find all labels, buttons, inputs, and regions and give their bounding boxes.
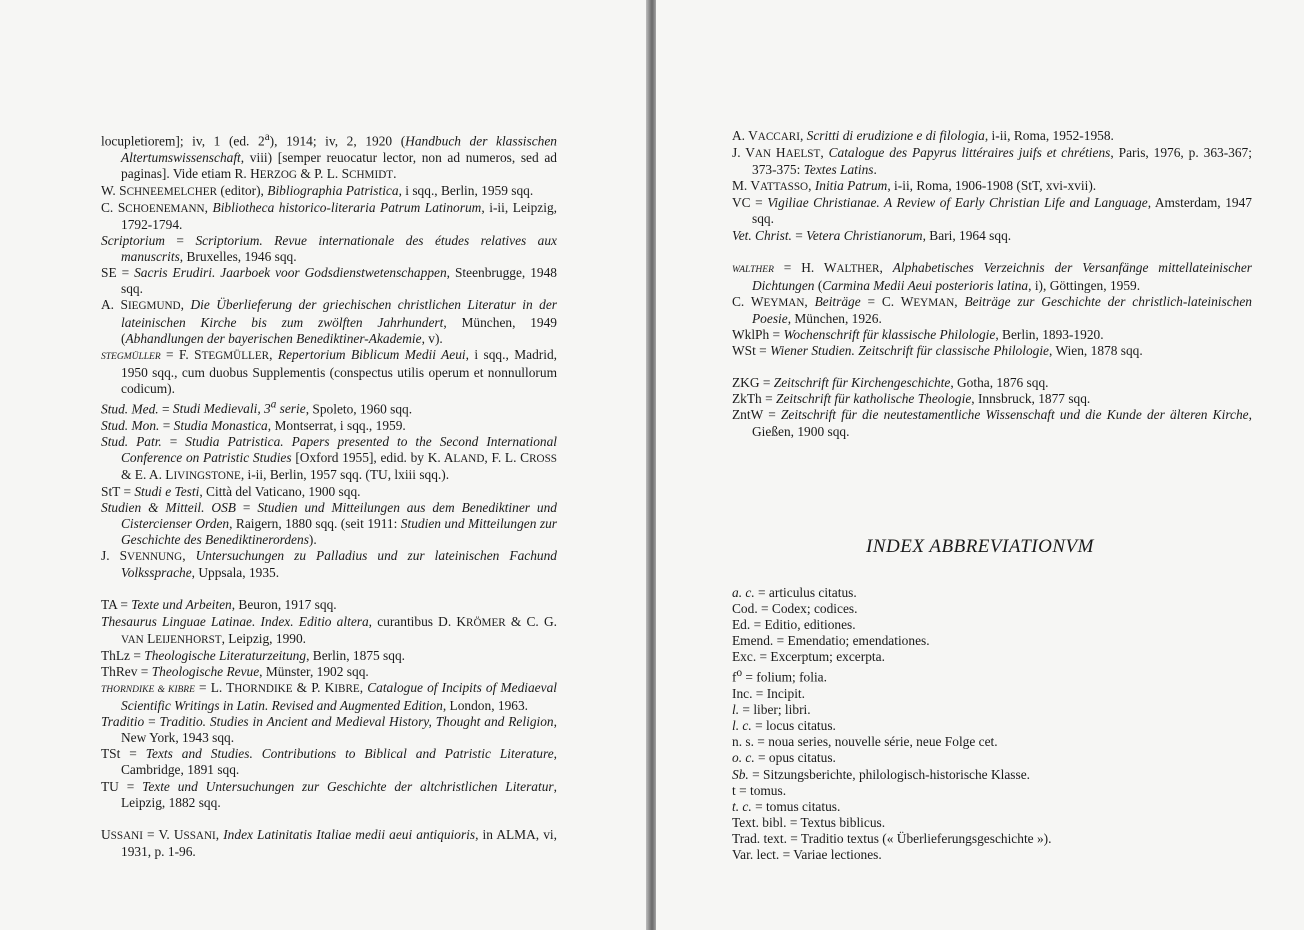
abbreviation-item: t = tomus.	[732, 782, 787, 798]
bibliography-entry: STEGMÜLLER = F. STEGMÜLLER, Repertorium Biblicum Medii Aeui, i sqq., Madrid, 1950 sqq., cum duobus Supplementis (conspectus utilis operum et nonnullorum codicum).	[101, 346, 557, 396]
bibliography-entry: SE = Sacris Erudiri. Jaarboek voor Godsdienstwetenschappen, Steenbrugge, 1948 sqq.	[101, 265, 557, 297]
bibliography-entry: USSANI = V. USSANI, Index Latinitatis Italiae medii aeui antiquioris, in ALMA, vi, 1931, p. 1-96.	[101, 826, 557, 859]
bibliography-entry: locupletiorem]; iv, 1 (ed. 2$^a$), 1914; iv, 2, 1920 (Handbuch der klassischen Altertumswissenschaft, viii) [semper reuocatur lector, non ad numeros, sed ad paginas]. Vide etiam R. HERZOG & P. L. SCHMIDT.	[101, 131, 558, 181]
bibliography-entry: WSt = Wiener Studien. Zeitschrift für classische Philologie, Wien, 1878 sqq.	[732, 343, 1143, 359]
bibliography-entry: Traditio = Traditio. Studies in Ancient and Medieval History, Thought and Religion, New York, 1943 sqq.	[101, 714, 557, 746]
bibliography-entry: THORNDIKE & KIBRE = L. THORNDIKE & P. KIBRE, Catalogue of Incipits of Mediaeval Scientific Writings in Latin. Revised and Augmented Edition, London, 1963.	[101, 679, 557, 714]
abbreviation-item: o. c. = opus citatus.	[732, 750, 836, 766]
bibliography-entry: Stud. Patr. = Studia Patristica. Papers presented to the Second International Conference on Patristic Studies [Oxford 1955], edid. by K. ALAND, F. L. CROSS & E. A. LIVINGSTONE, i-ii, Berlin, 1957 sqq. (TU, lxiii sqq.).	[101, 433, 558, 482]
abbreviation-item: Trad. text. = Traditio textus (« Überlieferungsgeschichte »).	[732, 830, 1052, 846]
abbreviation-item: Exc. = Excerptum; excerpta.	[732, 649, 885, 665]
abbreviation-item: Cod. = Codex; codices.	[732, 601, 858, 617]
bibliography-entry: Thesaurus Linguae Latinae. Index. Editio altera, curantibus D. KRÖMER & C. G. VAN LEIJENHORST, Leipzig, 1990.	[101, 613, 557, 646]
bibliography-entry: J. SVENNUNG, Untersuchungen zu Palladius und zur lateinischen Fachund Volkssprache, Uppsala, 1935.	[101, 548, 557, 581]
abbreviation-item: Ed. = Editio, editiones.	[732, 617, 856, 633]
bibliography-entry: TSt = Texts and Studies. Contributions to Biblical and Patristic Literature, Cambridge, 1891 sqq.	[101, 746, 557, 778]
bibliography-entry: A. SIEGMUND, Die Überlieferung der griechischen christlichen Literatur in der lateinischen Kirche bis zum zwölften Jahrhundert, München, 1949 (Abhandlungen der bayerischen Benediktiner-Akademie, v).	[101, 297, 557, 346]
bibliography-entry: Stud. Mon. = Studia Monastica, Montserrat, i sqq., 1959.	[101, 417, 406, 433]
index-heading: INDEX ABBREVIATIONVM	[866, 536, 1094, 557]
right-bibliography-column	[732, 128, 1252, 440]
bibliography-entry: Scriptorium = Scriptorium. Revue internationale des études relatives aux manuscrits, Bruxelles, 1946 sqq.	[101, 233, 558, 265]
bibliography-entry: TU = Texte und Untersuchungen zur Geschichte der altchristlichen Literatur, Leipzig, 1882 sqq.	[101, 778, 557, 810]
bibliography-entry: TA = Texte und Arbeiten, Beuron, 1917 sqq.	[101, 597, 337, 613]
abbreviation-list	[732, 585, 1252, 863]
abbreviation-item: l. = liber; libri.	[732, 702, 811, 718]
abbreviation-item: l. c. = locus citatus.	[732, 718, 836, 734]
bibliography-entry: StT = Studi e Testi, Città del Vaticano, 1900 sqq.	[101, 483, 361, 499]
bibliography-entry: C. SCHOENEMANN, Bibliotheca historico-literaria Patrum Latinorum, i-ii, Leipzig, 1792-1794.	[101, 199, 557, 232]
bibliography-entry: ThLz = Theologische Literaturzeitung, Berlin, 1875 sqq.	[101, 647, 406, 663]
bibliography-entry: Studien & Mitteil. OSB = Studien und Mitteilungen aus dem Benediktiner und Cistercienser Orden, Raigern, 1880 sqq. (seit 1911: Studien und Mitteilungen zur Geschichte des Benediktinerordens).	[101, 500, 557, 548]
bibliography-entry: ZntW = Zeitschrift für die neutestamentliche Wissenschaft und die Kunde der älteren Kirche, Gießen, 1900 sqq.	[732, 407, 1252, 439]
abbreviation-item: n. s. = noua series, nouvelle série, neue Folge cet.	[732, 734, 998, 750]
bibliography-entry: J. VAN HAELST, Catalogue des Papyrus littéraires juifs et chrétiens, Paris, 1976, p. 363-367; 373-375: Textes Latins.	[732, 145, 1252, 178]
bibliography-entry: A. VACCARI, Scritti di erudizione e di filologia, i-ii, Roma, 1952-1958.	[732, 128, 1114, 143]
right-page	[656, 0, 1304, 930]
abbreviation-item: Text. bibl. = Textus biblicus.	[732, 814, 886, 830]
abbreviation-item: $f^o$ = folium; folia.	[732, 667, 827, 685]
bibliography-entry: ZKG = Zeitschrift für Kirchengeschichte, Gotha, 1876 sqq.	[732, 375, 1049, 391]
bibliography-entry: Vet. Christ. = Vetera Christianorum, Bari, 1964 sqq.	[732, 227, 1012, 243]
abbreviation-item: Emend. = Emendatio; emendationes.	[732, 633, 930, 649]
bibliography-entry: C. WEYMAN, Beiträge = C. WEYMAN, Beiträge zur Geschichte der christlich-lateinischen Poesie, München, 1926.	[732, 293, 1252, 326]
bibliography-entry: M. VATTASSO, Initia Patrum, i-ii, Roma, 1906-1908 (StT, xvi-xvii).	[732, 178, 1097, 194]
bibliography-entry: Stud. Med. = Studi Medievali, 3$^a$ serie, Spoleto, 1960 sqq.	[101, 398, 413, 417]
abbreviation-item: t. c. = tomus citatus.	[732, 798, 841, 814]
left-bibliography-column	[101, 129, 557, 860]
bibliography-entry: ZkTh = Zeitschrift für katholische Theologie, Innsbruck, 1877 sqq.	[732, 391, 1091, 407]
left-page	[0, 0, 648, 930]
bibliography-entry: ThRev = Theologische Revue, Münster, 1902 sqq.	[101, 663, 369, 679]
abbreviation-item: Var. lect. = Variae lectiones.	[732, 846, 882, 862]
bibliography-entry: VC = Vigiliae Christianae. A Review of Early Christian Life and Language, Amsterdam, 1947 sqq.	[732, 195, 1252, 227]
bibliography-entry: W. SCHNEEMELCHER (editor), Bibliographia Patristica, i sqq., Berlin, 1959 sqq.	[101, 182, 534, 198]
abbreviation-item: Sb. = Sitzungsberichte, philologisch-historische Klasse.	[732, 766, 1031, 782]
abbreviation-item: Inc. = Incipit.	[732, 686, 805, 702]
abbreviation-item: a. c. = articulus citatus.	[732, 585, 857, 600]
bibliography-entry: WALTHER = H. WALTHER, Alphabetisches Verzeichnis der Versanfänge mittellateinischer Dichtungen (Carmina Medii Aeui posterioris latina, i), Göttingen, 1959.	[732, 259, 1252, 293]
bibliography-entry: WklPh = Wochenschrift für klassische Philologie, Berlin, 1893-1920.	[732, 327, 1104, 343]
